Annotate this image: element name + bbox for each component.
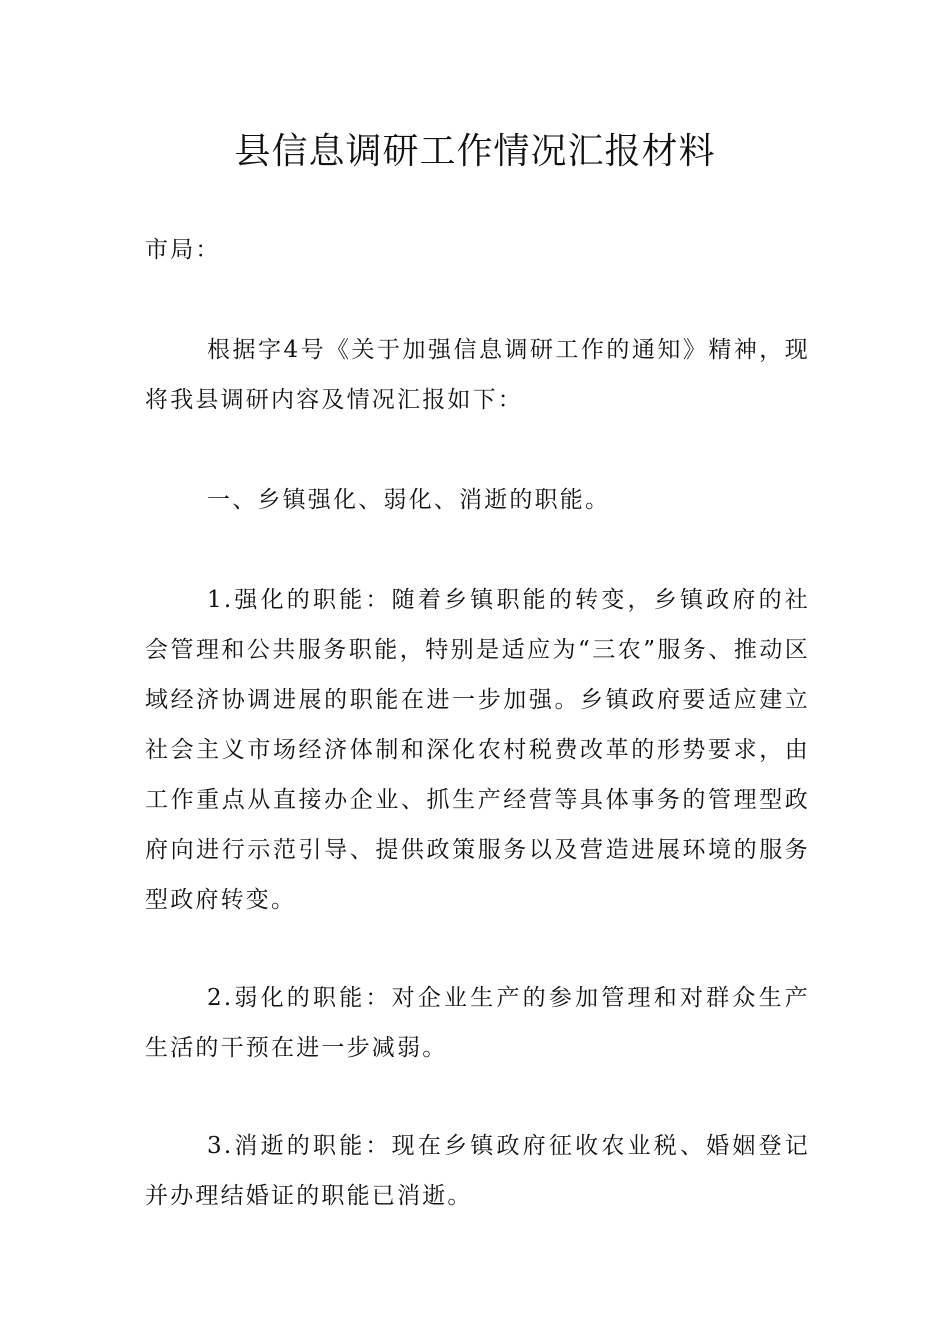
document-title: 县信息调研工作情况汇报材料 <box>234 131 716 172</box>
paragraph-disappeared-functions: 3.消逝的职能：现在乡镇政府征收农业税、婚姻登记并办理结婚证的职能已消逝。 <box>145 1133 810 1209</box>
section-heading-1: 一、乡镇强化、弱化、消逝的职能。 <box>207 487 611 513</box>
paragraph-strengthened-functions: 1.强化的职能：随着乡镇职能的转变，乡镇政府的社会管理和公共服务职能，特别是适应为“三农”服务、推动区域经济协调进展的职能在进一步加强。乡镇政府要适应建立社会主义市场经济体制和深化农村税费改革的形势要求，由工作重点从直接办企业、抓生产经营等具体事务的管理型政府向进行示范引导、提供政策服务以及营造进展环境的服务型政府转变。 <box>145 587 810 913</box>
paragraph-intro: 根据字4号《关于加强信息调研工作的通知》精神，现将我县调研内容及情况汇报如下： <box>145 337 810 413</box>
paragraph-weakened-functions: 2.弱化的职能：对企业生产的参加管理和对群众生产生活的干预在进一步减弱。 <box>145 985 810 1061</box>
salutation: 市局： <box>145 237 221 263</box>
